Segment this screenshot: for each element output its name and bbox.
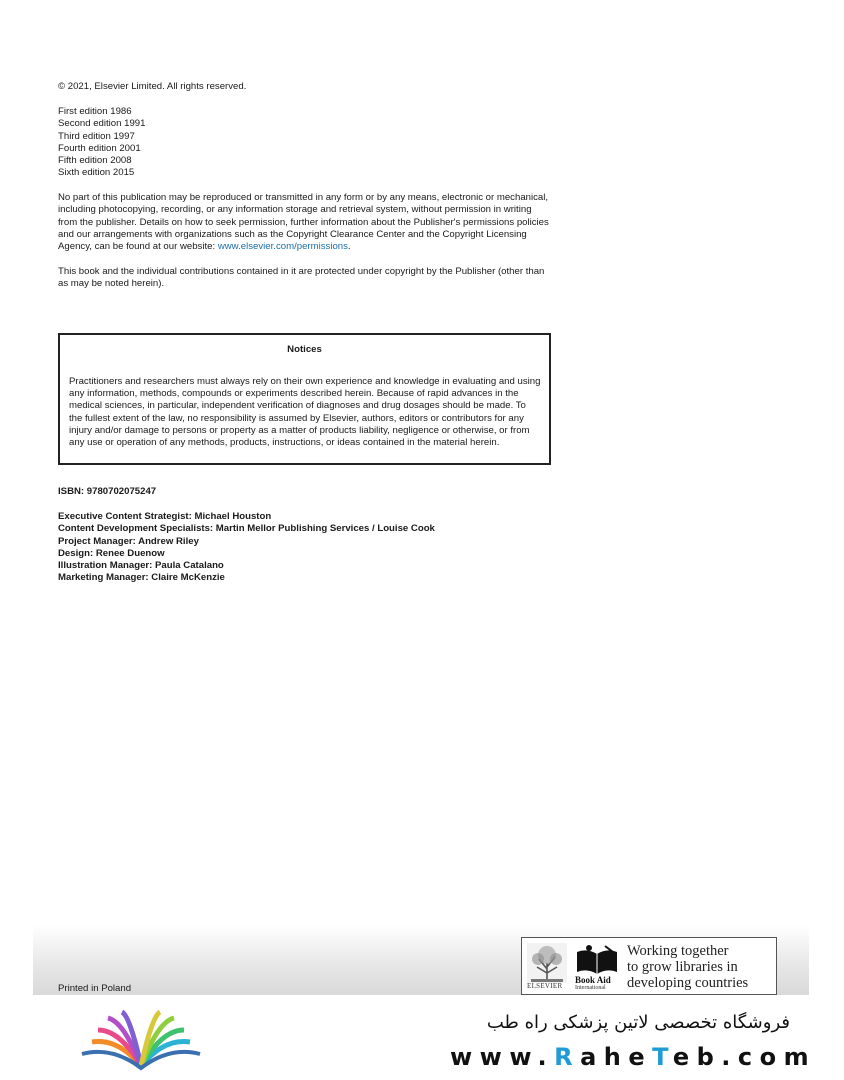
isbn	[58, 486, 156, 498]
credit-line: Illustration Manager: Paula Catalano	[58, 560, 224, 572]
tagline-line: developing countries	[627, 975, 749, 991]
notices-title: Notices	[287, 344, 322, 355]
copyright-line	[58, 81, 246, 93]
credits-list	[58, 511, 435, 585]
book-aid-tagline	[627, 943, 748, 991]
url-part: www.	[450, 1043, 555, 1071]
permissions-link[interactable]: www.elsevier.com/permissions	[217, 241, 348, 253]
credit-line: Marketing Manager: Claire McKenzie	[58, 572, 225, 584]
url-part: eb.com	[672, 1043, 817, 1071]
edition-line: Third edition 1997	[58, 130, 135, 142]
printed-in: Printed in Poland	[58, 983, 132, 994]
protection-paragraph: This book and the individual contributions contained in it are protected under copyright by the Publisher (other than as may be noted herein).	[58, 266, 545, 290]
tagline-line: Working together	[627, 943, 729, 959]
edition-history	[58, 106, 145, 180]
store-name: فروشگاه تخصصی لاتین پزشکی راه طب	[486, 1012, 790, 1033]
book-aid-name: Book Aid	[575, 975, 611, 985]
notices-body: Practitioners and researchers must always rely on their own experience and knowledge in evaluating and using any information, methods, compounds or experiments described herein. Because of rapid advances in the medical sciences, in particular, independent verification of diagnoses and drug dosages should be made. To the fullest extent of the law, no responsibility is assumed by Elsevier, authors, editors or contributors for any injury and/or damage to persons or property as a matter of products liability, negligence or otherwise, or from any use or operation of any methods, products, instructions, or ideas contained in the material herein.	[69, 376, 541, 449]
open-book-logo	[78, 1008, 204, 1074]
book-aid-logo	[575, 944, 619, 976]
edition-line: First edition 1986	[58, 106, 132, 117]
book-aid-banner	[521, 937, 777, 995]
edition-line: Fifth edition 2008	[58, 155, 132, 167]
permissions-end: .	[347, 241, 351, 253]
credit-line: Content Development Specialists: Martin Mellor Publishing Services / Louise Cook	[58, 523, 435, 535]
permissions-text: No part of this publication may be reproduced or transmitted in any form or by any means, electronic or mechanical, including photocopying, recording, or any information storage and retrieval system, without permission in writing from the publisher. Details on how to seek permission, further information about the Publisher's permissions policies and our arrangements with organizations such as the Copyright Clearance Center and the Copyright Licensing Agency, can be found at our website:	[58, 192, 549, 253]
notices-box	[58, 333, 551, 465]
url-part-accent: T	[652, 1043, 673, 1071]
edition-line: Fourth edition 2001	[58, 142, 141, 154]
credit-line: Design: Renee Duenow	[58, 547, 165, 559]
url-part: ahe	[580, 1043, 653, 1071]
copyright-text: © 2021, Elsevier Limited. All rights reserved.	[58, 81, 247, 92]
elsevier-wordmark: ELSEVIER	[527, 982, 563, 990]
edition-line: Sixth edition 2015	[58, 167, 135, 179]
store-url[interactable]	[450, 1043, 817, 1071]
permissions-paragraph	[58, 192, 553, 253]
credit-line: Project Manager: Andrew Riley	[58, 535, 199, 547]
credit-line: Executive Content Strategist: Michael Houston	[58, 511, 272, 522]
edition-line: Second edition 1991	[58, 118, 146, 130]
url-part-accent: R	[554, 1043, 581, 1071]
tagline-line: to grow libraries in	[627, 959, 738, 975]
book-aid-international: International	[575, 985, 606, 991]
isbn-text: ISBN: 9780702075247	[58, 486, 157, 497]
